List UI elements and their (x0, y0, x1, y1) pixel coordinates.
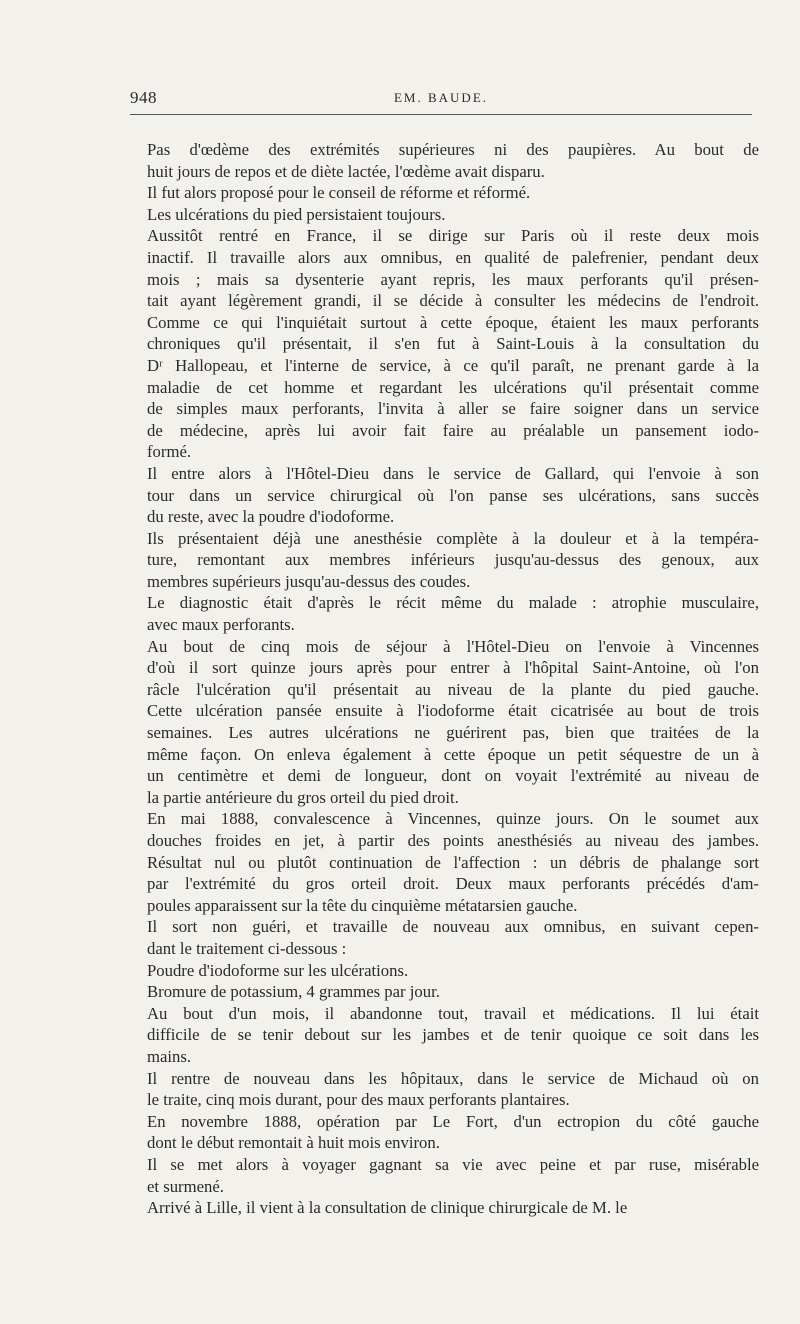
text-line: En novembre 1888, opération par Le Fort, d'un ectropion du côté gauche (147, 1111, 759, 1131)
text-line: Pas d'œdème des extrémités supérieures ni des paupières. Au bout de (147, 140, 759, 159)
text-line: En mai 1888, convalescence à Vincennes, quinze jours. On le soumet aux (147, 809, 759, 829)
text-line: tour dans un service chirurgical où l'on panse ses ulcérations, sans succès (147, 485, 759, 505)
text-line: Il sort non guéri, et travaille de nouveau aux omnibus, en suivant cepen- (147, 917, 759, 937)
text-line: tait ayant légèrement grandi, il se décide à consulter les médecins de l'endroit. (147, 291, 759, 311)
text-line: et surmené. (147, 1176, 224, 1196)
text-line: inactif. Il travaille alors aux omnibus, en qualité de palefrenier, pendant deux (147, 247, 759, 267)
text-line: Résultat nul ou plutôt continuation de l'affection : un débris de phalange sort (147, 852, 759, 872)
text-line: même façon. On enleva également à cette époque un petit séquestre de un à (147, 744, 759, 764)
text-line: avec maux perforants. (147, 615, 295, 635)
text-line: formé. (147, 442, 192, 462)
text-line: le traite, cinq mois durant, pour des maux perforants plantaires. (147, 1090, 570, 1110)
text-line: Au bout d'un mois, il abandonne tout, travail et médications. Il lui était (147, 1003, 759, 1023)
text-line: du reste, avec la poudre d'iodoforme. (147, 507, 395, 527)
text-line: d'où il sort quinze jours après pour entrer à l'hôpital Saint-Antoine, où l'on (147, 658, 759, 678)
text-line: Dʳ Hallopeau, et l'interne de service, à ce qu'il paraît, ne prenant garde à la (147, 355, 759, 375)
text-line: difficile de se tenir debout sur les jambes et de tenir quoique ce soit dans les (147, 1025, 759, 1045)
text-line: Au bout de cinq mois de séjour à l'Hôtel-Dieu on l'envoie à Vincennes (147, 636, 759, 656)
text-line: râcle l'ulcération qu'il présentait au niveau de la plante du pied gauche. (147, 679, 759, 699)
text-line: Bromure de potassium, 4 grammes par jour. (147, 982, 440, 1002)
text-line: mains. (147, 1046, 192, 1066)
text-line: mois ; mais sa dysenterie ayant repris, les maux perforants qu'il présen- (147, 269, 759, 289)
text-line: maladie de cet homme et regardant les ulcérations qu'il présentait comme (147, 377, 759, 397)
text-line: Les ulcérations du pied persistaient toujours. (147, 204, 446, 224)
text-line: un centimètre et demi de longueur, dont on voyait l'extrémité au niveau de (147, 766, 759, 786)
text-line: semaines. Les autres ulcérations ne guérirent pas, bien que traitées de la (147, 723, 759, 743)
text-line: membres supérieurs jusqu'au-dessus des coudes. (147, 571, 471, 591)
text-line: la partie antérieure du gros orteil du pied droit. (147, 787, 459, 807)
text-line: Arrivé à Lille, il vient à la consultation de clinique chirurgicale de M. le (147, 1198, 628, 1218)
running-title: EM. BAUDE. (393, 90, 489, 105)
text-line: Il se met alors à voyager gagnant sa vie avec peine et par ruse, misérable (147, 1154, 759, 1174)
text-line: poules apparaissent sur la tête du cinquième métatarsien gauche. (147, 895, 578, 915)
running-head (130, 86, 752, 115)
body-text (147, 139, 759, 1219)
text-line: Il rentre de nouveau dans les hôpitaux, dans le service de Michaud où on (147, 1068, 759, 1088)
text-line: Ils présentaient déjà une anesthésie complète à la douleur et à la tempéra- (147, 528, 759, 548)
text-line: Comme ce qui l'inquiétait surtout à cette époque, étaient les maux perforants (147, 312, 759, 332)
text-line: Il entre alors à l'Hôtel-Dieu dans le service de Gallard, qui l'envoie à son (147, 463, 759, 483)
text-line: Il fut alors proposé pour le conseil de réforme et réformé. (147, 183, 531, 203)
text-line: huit jours de repos et de diète lactée, l'œdème avait disparu. (147, 161, 545, 181)
text-line: de médecine, après lui avoir fait faire au préalable un pansement iodo- (147, 420, 759, 440)
text-line: Aussitôt rentré en France, il se dirige sur Paris où il reste deux mois (147, 226, 759, 246)
text-line: par l'extrémité du gros orteil droit. Deux maux perforants précédés d'am- (147, 874, 759, 894)
text-line: de simples maux perforants, l'invita à aller se faire soigner dans un service (147, 399, 759, 419)
text-line: ture, remontant aux membres inférieurs jusqu'au-dessus des genoux, aux (147, 550, 759, 570)
text-line: dont le début remontait à huit mois environ. (147, 1133, 440, 1153)
page-number: 948 (130, 88, 157, 107)
text-line: dant le traitement ci-dessous : (147, 938, 347, 958)
text-line: Le diagnostic était d'après le récit même du malade : atrophie musculaire, (147, 593, 759, 613)
text-line: Poudre d'iodoforme sur les ulcérations. (147, 960, 409, 980)
text-line: Cette ulcération pansée ensuite à l'iodoforme était cicatrisée au bout de trois (147, 701, 759, 721)
text-line: douches froides en jet, à partir des points anesthésiés au niveau des jambes. (147, 831, 759, 850)
text-line: chroniques qu'il présentait, il s'en fut à Saint-Louis à la consultation du (147, 334, 759, 354)
